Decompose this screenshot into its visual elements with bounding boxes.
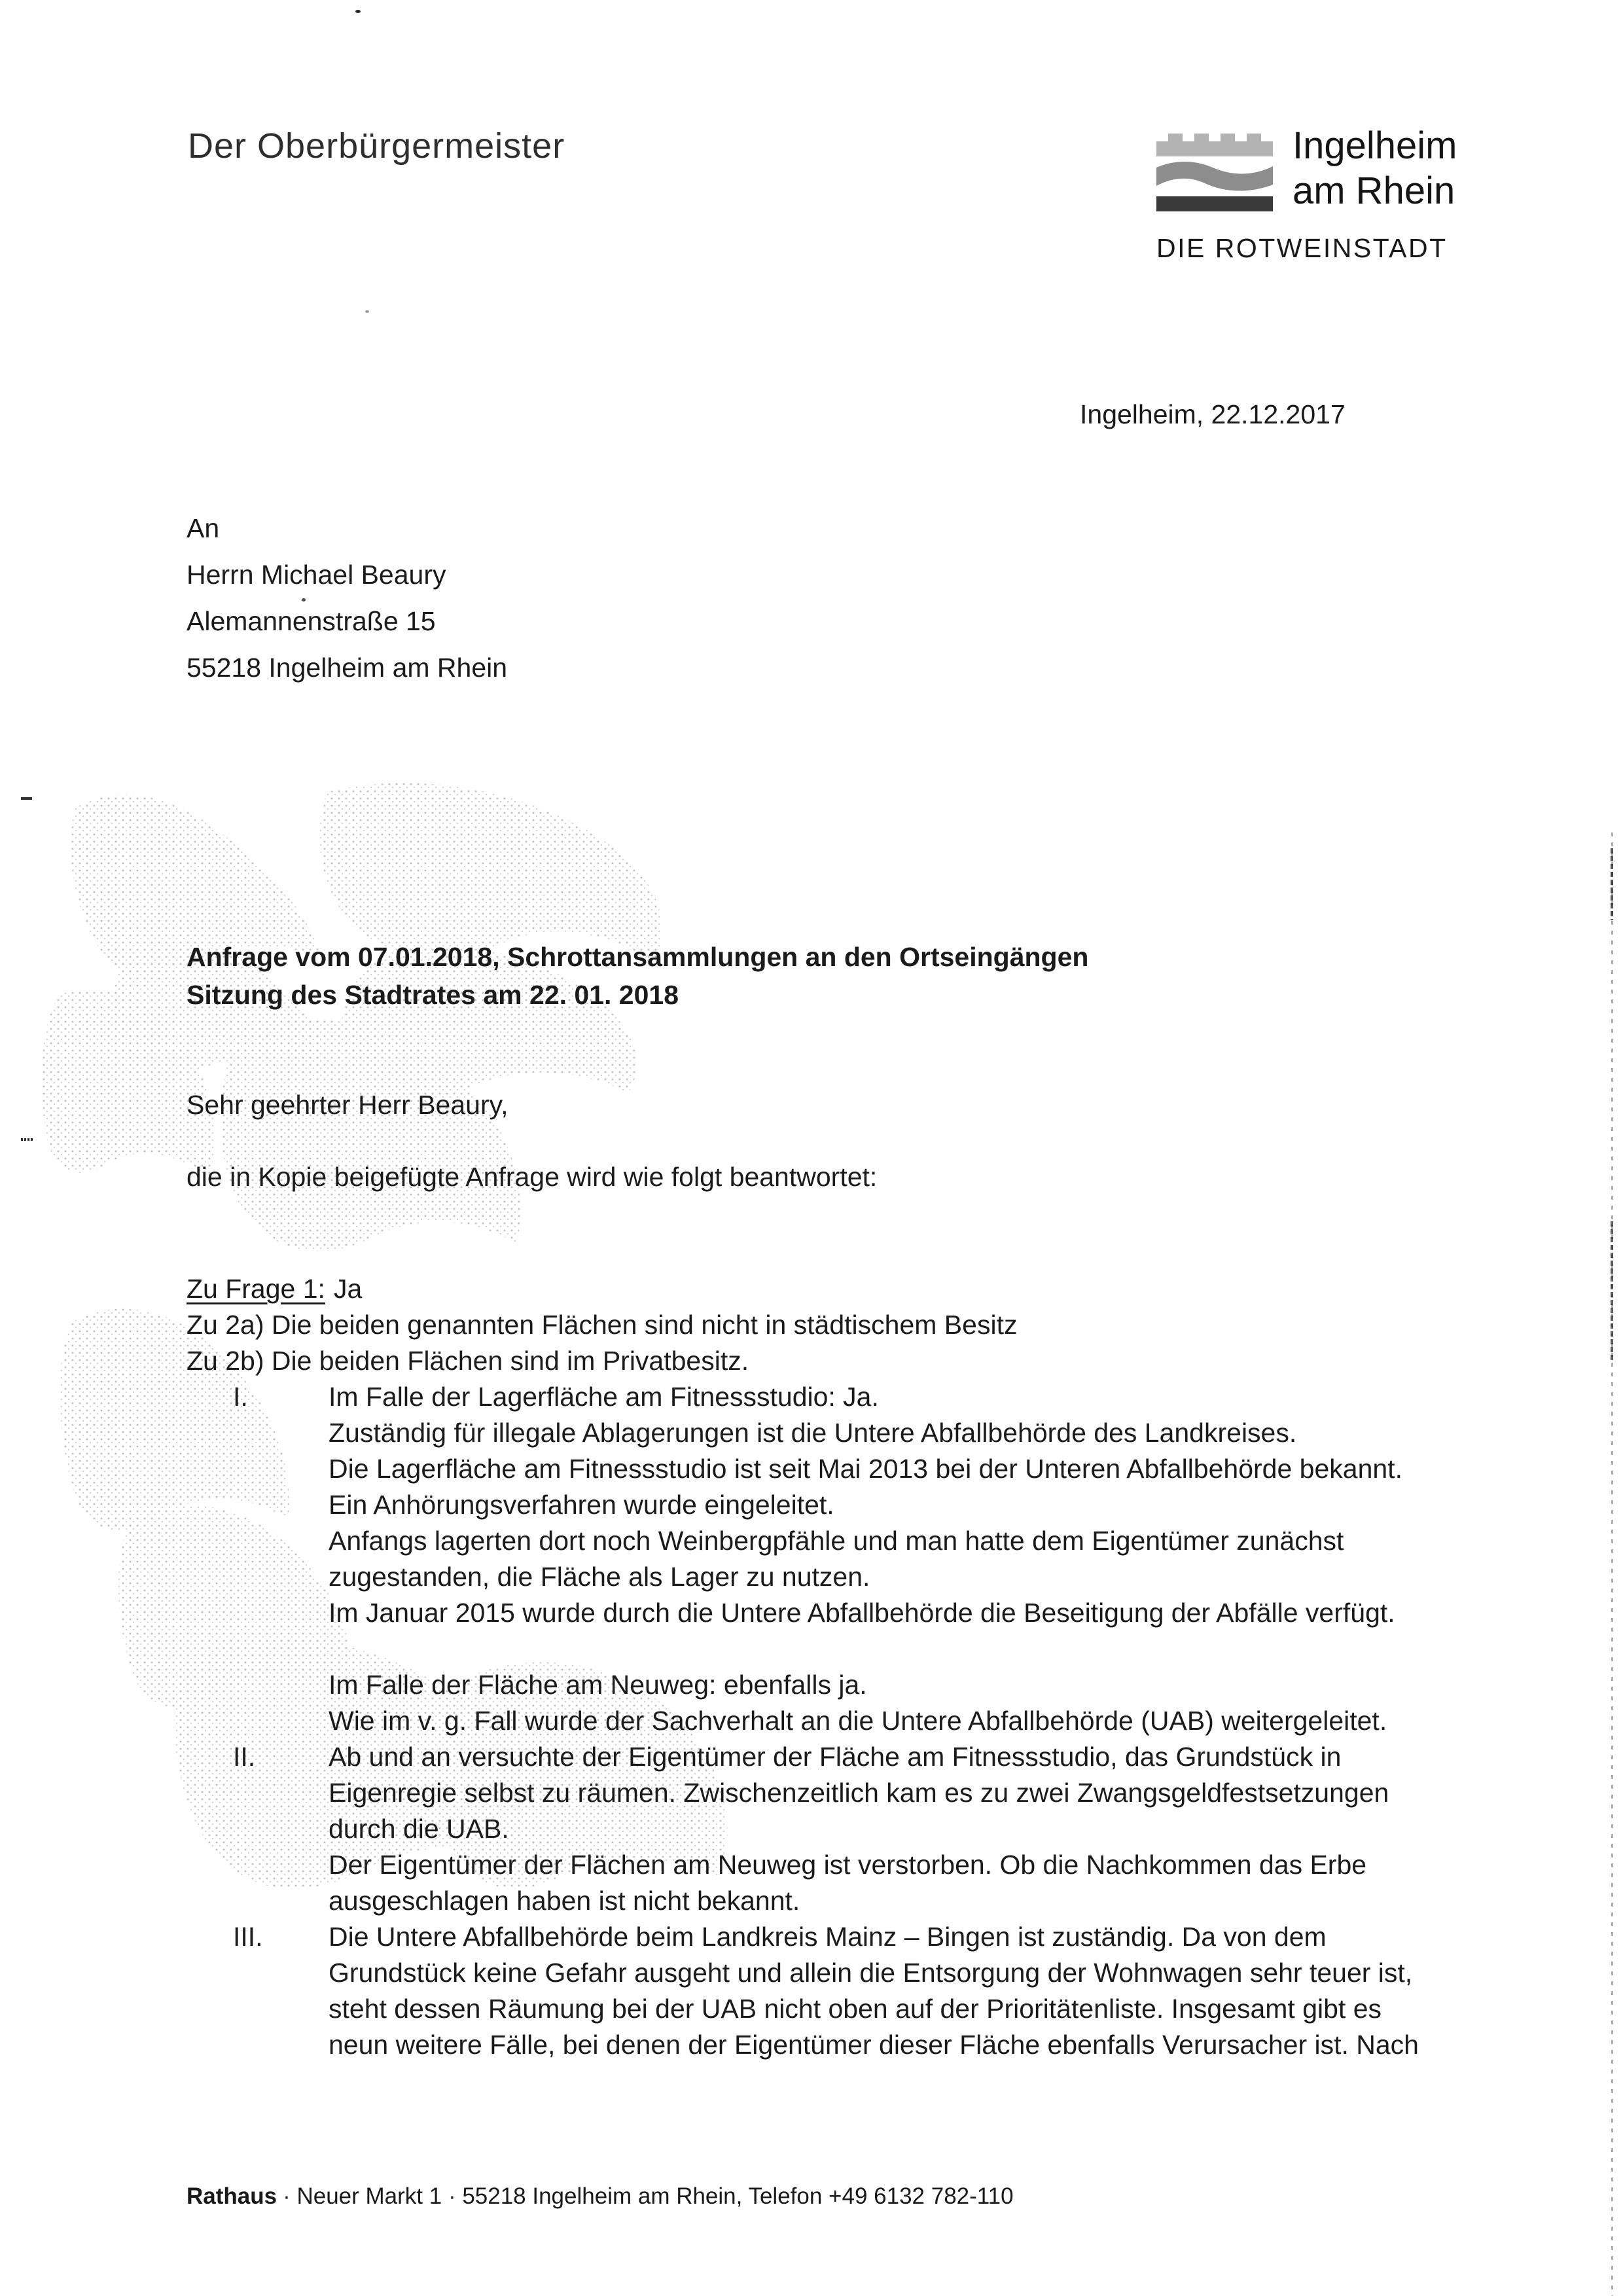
logo-castle-band (1156, 134, 1273, 156)
list-row: Im Januar 2015 wurde durch die Untere Abfallbehörde die Beseitigung der Abfälle verfügt. (329, 1598, 1395, 1628)
footer-rathaus-label: Rathaus (187, 2183, 277, 2209)
scan-speck (355, 10, 361, 13)
list-row: Der Eigentümer der Flächen am Neuweg ist verstorben. Ob die Nachkommen das Erbe (329, 1850, 1367, 1880)
list-row: II. Ab und an versuchte der Eigentümer der Fläche am Fitnessstudio, das Grundstück in (0, 1739, 1623, 1775)
list-row: Zuständig für illegale Ablagerungen ist die Untere Abfallbehörde des Landkreises. (329, 1418, 1297, 1448)
scan-speck (365, 310, 369, 313)
list-row: Ein Anhörungsverfahren wurde eingeleitet. (329, 1490, 834, 1520)
subject-line-1: Anfrage vom 07.01.2018, Schrottansammlungen an den Ortseingängen (187, 942, 1089, 972)
answer-line-2a: Zu 2a) Die beiden genannten Flächen sind nicht in städtischem Besitz (187, 1310, 1018, 1340)
list-row: neun weitere Fälle, bei denen der Eigentümer dieser Fläche ebenfalls Verursacher ist. Nach (329, 2030, 1419, 2060)
list-row: Wie im v. g. Fall wurde der Sachverhalt an die Untere Abfallbehörde (UAB) weitergeleitet. (329, 1706, 1387, 1736)
subject-block (187, 938, 1088, 1014)
answer-line-2b: Zu 2b) Die beiden Flächen sind im Privatbesitz. (187, 1346, 749, 1376)
list-row: Grundstück keine Gefahr ausgeht und allein die Entsorgung der Wohnwagen sehr teuer ist, (329, 1958, 1413, 1988)
findings-list (0, 1379, 1623, 2063)
sender-title: Der Oberbürgermeister (188, 126, 565, 166)
fold-mark (21, 797, 32, 800)
list-row: Die Lagerfläche am Fitnessstudio ist seit Mai 2013 bei der Unteren Abfallbehörde bekannt. (329, 1454, 1402, 1484)
recipient-address (187, 505, 507, 691)
dateline: Ingelheim, 22.12.2017 (1080, 399, 1346, 429)
frage1-label: Zu Frage 1: (187, 1274, 325, 1304)
list-row-blank (0, 1631, 1623, 1667)
scan-speck (302, 598, 306, 601)
footer-address: · Neuer Markt 1 · 55218 Ingelheim am Rhein, Telefon +49 6132 782-110 (283, 2183, 1014, 2209)
footer (187, 2183, 1014, 2210)
answer-line-frage1 (0, 1271, 1623, 1307)
roman-numeral: II. (233, 1742, 256, 1772)
address-line: An (187, 513, 220, 543)
city-logo-icon (1156, 134, 1273, 213)
list-row: steht dessen Räumung bei der UAB nicht oben auf der Prioritätenliste. Insgesamt gibt es (329, 1994, 1382, 2024)
subject-line-2: Sitzung des Stadtrates am 22. 01. 2018 (187, 980, 679, 1010)
roman-numeral: I. (233, 1382, 248, 1412)
frage1-value: Ja (333, 1274, 363, 1304)
list-row: Anfangs lagerten dort noch Weinbergpfähle und man hatte dem Eigentümer zunächst (329, 1526, 1344, 1556)
salutation: Sehr geehrter Herr Beaury, (187, 1090, 508, 1120)
logo-tagline: DIE ROTWEINSTADT (1156, 233, 1448, 263)
address-line: 55218 Ingelheim am Rhein (187, 653, 508, 683)
list-row: I. Im Falle der Lagerfläche am Fitnessstudio: Ja. (0, 1379, 1623, 1415)
logo-wave-band (1156, 162, 1273, 191)
logo-wordmark (1293, 123, 1457, 213)
intro-line: die in Kopie beigefügte Anfrage wird wie folgt beantwortet: (187, 1162, 878, 1192)
logo-city-name-line1: Ingelheim (1293, 124, 1457, 167)
list-row: durch die UAB. (329, 1814, 509, 1844)
scan-artifact-line (1611, 848, 1613, 920)
logo-city-name-line2: am Rhein (1293, 170, 1455, 212)
roman-numeral: III. (233, 1922, 263, 1952)
logo-base-band (1156, 196, 1273, 211)
list-row: Im Falle der Fläche am Neuweg: ebenfalls ja. (329, 1670, 867, 1700)
list-row: Eigenregie selbst zu räumen. Zwischenzeitlich kam es zu zwei Zwangsgeldfestsetzungen (329, 1778, 1389, 1808)
list-row: III. Die Untere Abfallbehörde beim Landkreis Mainz – Bingen ist zuständig. Da von dem (0, 1919, 1623, 1955)
list-row: ausgeschlagen haben ist nicht bekannt. (329, 1886, 800, 1916)
fold-mark (21, 1138, 33, 1141)
address-line: Alemannenstraße 15 (187, 606, 436, 636)
answers-block (0, 1271, 1623, 1379)
list-row: zugestanden, die Fläche als Lager zu nutzen. (329, 1562, 870, 1592)
address-line: Herrn Michael Beaury (187, 560, 446, 590)
